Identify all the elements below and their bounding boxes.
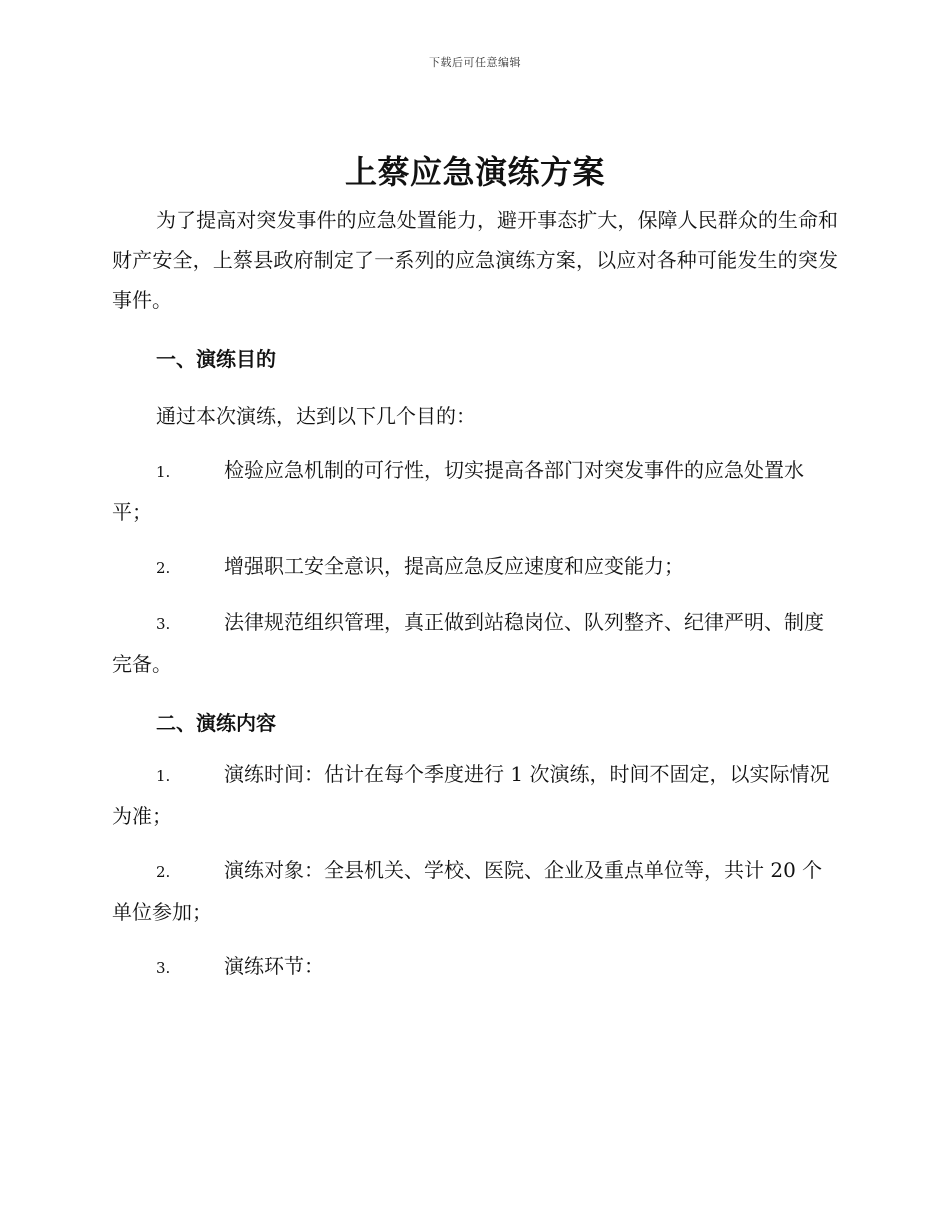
list-item-text: 演练环节：	[224, 954, 324, 978]
content-list-item	[112, 754, 838, 836]
section-heading-content: 二、演练内容	[156, 711, 276, 735]
list-item-text: 法律规范组织管理，真正做到站稳岗位、队列整齐、纪律严明、制度完备。	[112, 610, 824, 676]
document-body	[112, 150, 838, 988]
list-item-text: 演练时间：估计在每个季度进行 1 次演练，时间不固定，以实际情况为准；	[112, 762, 830, 828]
list-item-text: 增强职工安全意识，提高应急反应速度和应变能力；	[224, 554, 684, 578]
list-item-text: 检验应急机制的可行性，切实提高各部门对突发事件的应急处置水平；	[112, 458, 804, 524]
list-item-number: 3.	[156, 615, 171, 633]
list-item-number: 1.	[156, 463, 171, 481]
purpose-list-item	[112, 546, 838, 588]
section-heading-purpose: 一、演练目的	[156, 347, 276, 371]
purpose-list-item	[112, 602, 838, 684]
list-item-number: 2.	[156, 559, 171, 577]
list-item-number: 2.	[156, 863, 171, 881]
list-item-number: 3.	[156, 959, 171, 977]
purpose-list-item	[112, 450, 838, 532]
document-title: 上蔡应急演练方案	[344, 153, 605, 191]
content-list-item	[112, 946, 838, 988]
content-list-item	[112, 850, 838, 932]
purpose-lead-paragraph: 通过本次演练，达到以下几个目的：	[156, 404, 476, 428]
header-note: 下载后可任意编辑	[429, 56, 521, 69]
list-item-text: 演练对象：全县机关、学校、医院、企业及重点单位等，共计 20 个单位参加；	[112, 858, 823, 924]
list-item-number: 1.	[156, 767, 171, 785]
intro-paragraph: 为了提高对突发事件的应急处置能力，避开事态扩大，保障人民群众的生命和财产安全，上蔡县政府制定了一系列的应急演练方案，以应对各种可能发生的突发事件。	[112, 208, 838, 312]
